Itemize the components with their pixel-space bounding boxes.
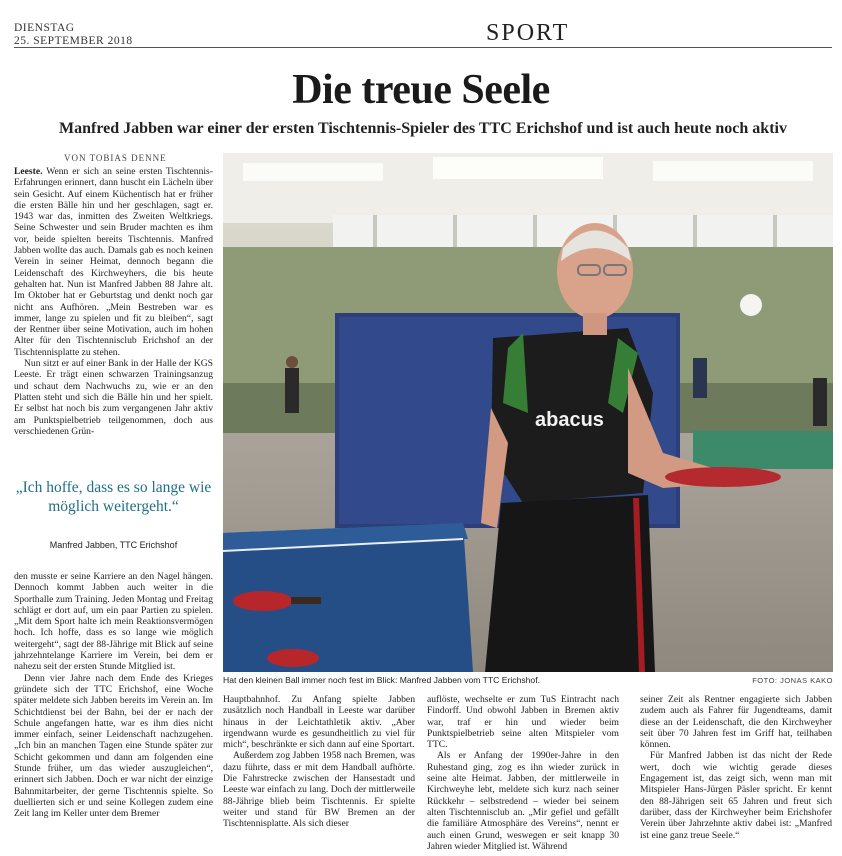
article-paragraph: seiner Zeit als Rentner engagierte sich Jabben zudem auch als Fahrer für Jugendteams, damit diese an der Leidenschaft, die den Kirchweyher seit über 70 Jahren fest im Griff hat, teilhaben können.: [640, 694, 832, 751]
article-column-4: [640, 694, 832, 841]
article-paragraph: auflöste, wechselte er zum TuS Eintracht nach Findorff. Und obwohl Jabben in Bremen aktiv war, traf er hin und wieder beim Punktspielbetrieb seine alten Mitspieler vom TTC.: [427, 694, 619, 751]
photo-credit: FOTO: JONAS KAKO: [752, 676, 833, 685]
article-paragraph: Außerdem zog Jabben 1958 nach Bremen, was dazu führte, dass er mit dem Handball aufhörte. Die Fahrstrecke zwischen der Hansestadt und Leeste war einfach zu lang. Doch der mittlerweile 88-Jährige blieb beim Tischtennis. Er spielte weiter und stand für BW Bremen an der Tischtennisplatte. Als sich dieser: [223, 750, 415, 830]
article-paragraph: Denn vier Jahre nach dem Ende des Krieges gründete sich der TTC Erichshof, eine Woche später meldete sich Jabben bereits im Verein an. Im Schichtdienst bei der Bahn, bei der er nach der Schule angefangen hatte, war es ihm dies nicht immer einfach, seiner Leidenschaft nachzugehen. „Ich bin an manchen Tagen eine Stunde später zur Schicht gekommen und dann am folgenden eine Stunde früher, um das wieder auszugleichen“, erinnert sich Jabben. Doch er war nicht der einzige Bahnmitarbeiter, der gerne Tischtennis spielte. So duellierten sich er und seine Kollegen zudem eine Zeit lang im Keller unter dem Bremer: [14, 672, 213, 820]
dateline: [14, 22, 133, 48]
article-paragraph: den musste er seine Karriere an den Nagel hängen. Dennoch kommt Jabben auch weiter in die Sporthalle zum Training. Jeden Montag und Freitag schlägt er dort auf, um ein paar Partien zu spielen. „Mit dem Sport halte ich mein Reaktionsvermögen hoch. Ich hoffe, dass es so lange wie möglich weitergeht“, sagt der 88-Jährige mit Blick auf seine jahrzehntelange Karriere im Verein, bei dem er nahezu seit der ersten Stunde Mitglied ist.: [14, 571, 213, 673]
article-paragraph: Nun sitzt er auf einer Bank in der Halle der KGS Leeste. Er trägt einen schwarzen Trainingsanzug und schaut dem Nachwuchs zu, wie er an den Platten steht und sich die Bälle hin und her spielt. Er selbst hat noch bis zum vergangenen Jahr aktiv am Punktspielbetrieb teilgenommen, doch aus verschiedenen Grün-: [14, 358, 213, 437]
article-paragraph: Als er Anfang der 1990er-Jahre in den Ruhestand ging, zog es ihn wieder zurück in seine alte Heimat. Jabben, der mittlerweile in Kirchweyhe lebt, meldete sich kurz nach seiner Rückkehr – selbstredend – wieder bei seinem alten Tischtennisclub an. „Mir gefiel und gefällt die familiäre Atmosphäre des Vereins“, nennt er auch einen Grund, weswegen er seit knapp 30 Jahren wieder Mitglied ist. Während: [427, 750, 619, 852]
section-title: SPORT: [486, 20, 570, 46]
article-column-3: [427, 694, 619, 852]
dateline-place: Leeste.: [14, 166, 43, 177]
article-photo: [223, 153, 833, 672]
dateline-weekday: DIENSTAG: [14, 22, 75, 34]
article-byline: VON TOBIAS DENNE: [64, 153, 167, 163]
pull-quote-attribution: Manfred Jabben, TTC Erichshof: [49, 540, 178, 550]
dateline-date: 25. SEPTEMBER 2018: [14, 35, 133, 47]
article-column-1: [14, 166, 213, 437]
photo-caption: Hat den kleinen Ball immer noch fest im Blick: Manfred Jabben vom TTC Erichshof.: [223, 675, 540, 685]
shirt-text: abacus: [535, 409, 604, 431]
article-paragraph: Leeste. Wenn er sich an seine ersten Tischtennis-Erfahrungen erinnert, dann huscht ein Lächeln über sein Gesicht. Auf einem Küchentisch hat er früher die ersten Bälle hin und her geschlagen, sagt er. 1943 war das, inmitten des Zweiten Weltkriegs. Seine Schwester und sein Bruder machten es ihm vor, beide spielten bereits Tischtennis. Manfred Jabben wollte das auch. Damals gab es noch keinen Verein in seiner Heimat, dennoch begann die Leidenschaft des Kirchweyhers, die bis heute gehalten hat. Nun ist Manfred Jabben 88 Jahre alt. Im Oktober hat er Geburtstag und denkt noch gar nicht ans Aufhören. „Mein Bestreben war es immer, lange zu spielen und fit zu bleiben“, sagt der Rentner über seine Motivation, auch im hohen Alter für den Tischtennisclub Erichshof an der Tischtennisplatte zu stehen.: [14, 166, 213, 358]
article-subheadline: Manfred Jabben war einer der ersten Tischtennis-Spieler des TTC Erichshof und ist auch heute noch aktiv: [59, 120, 787, 137]
article-paragraph: Hauptbahnhof. Zu Anfang spielte Jabben zusätzlich noch Handball in Leeste war darüber hinaus in der Leichtathletik aktiv. „Aber irgendwann wurde es gesundheitlich zu viel für mich“, beschränkte er sich dann auf eine Sportart.: [223, 694, 415, 751]
header-rule: [14, 47, 832, 48]
article-paragraph: Für Manfred Jabben ist das nicht der Rede wert, doch wie wichtig gerade dieses Engagement ist, das zeigt sich, wenn man mit Mitspieler Hans-Jürgen Päsler spricht. Er kennt den 88-Jährigen seit 65 Jahren und freut sich darüber, dass der Kirchweyher beim Erichshofer Verein über Jahrzehnte aktiv dabei ist: „Manfred ist eine ganz treue Seele.“: [640, 750, 832, 841]
article-column-2: [223, 694, 415, 830]
article-column-1-continued: [14, 571, 213, 820]
article-headline: Die treue Seele: [292, 67, 550, 113]
pull-quote: „Ich hoffe, dass es so lange wie möglich weitergeht.“: [15, 479, 212, 515]
